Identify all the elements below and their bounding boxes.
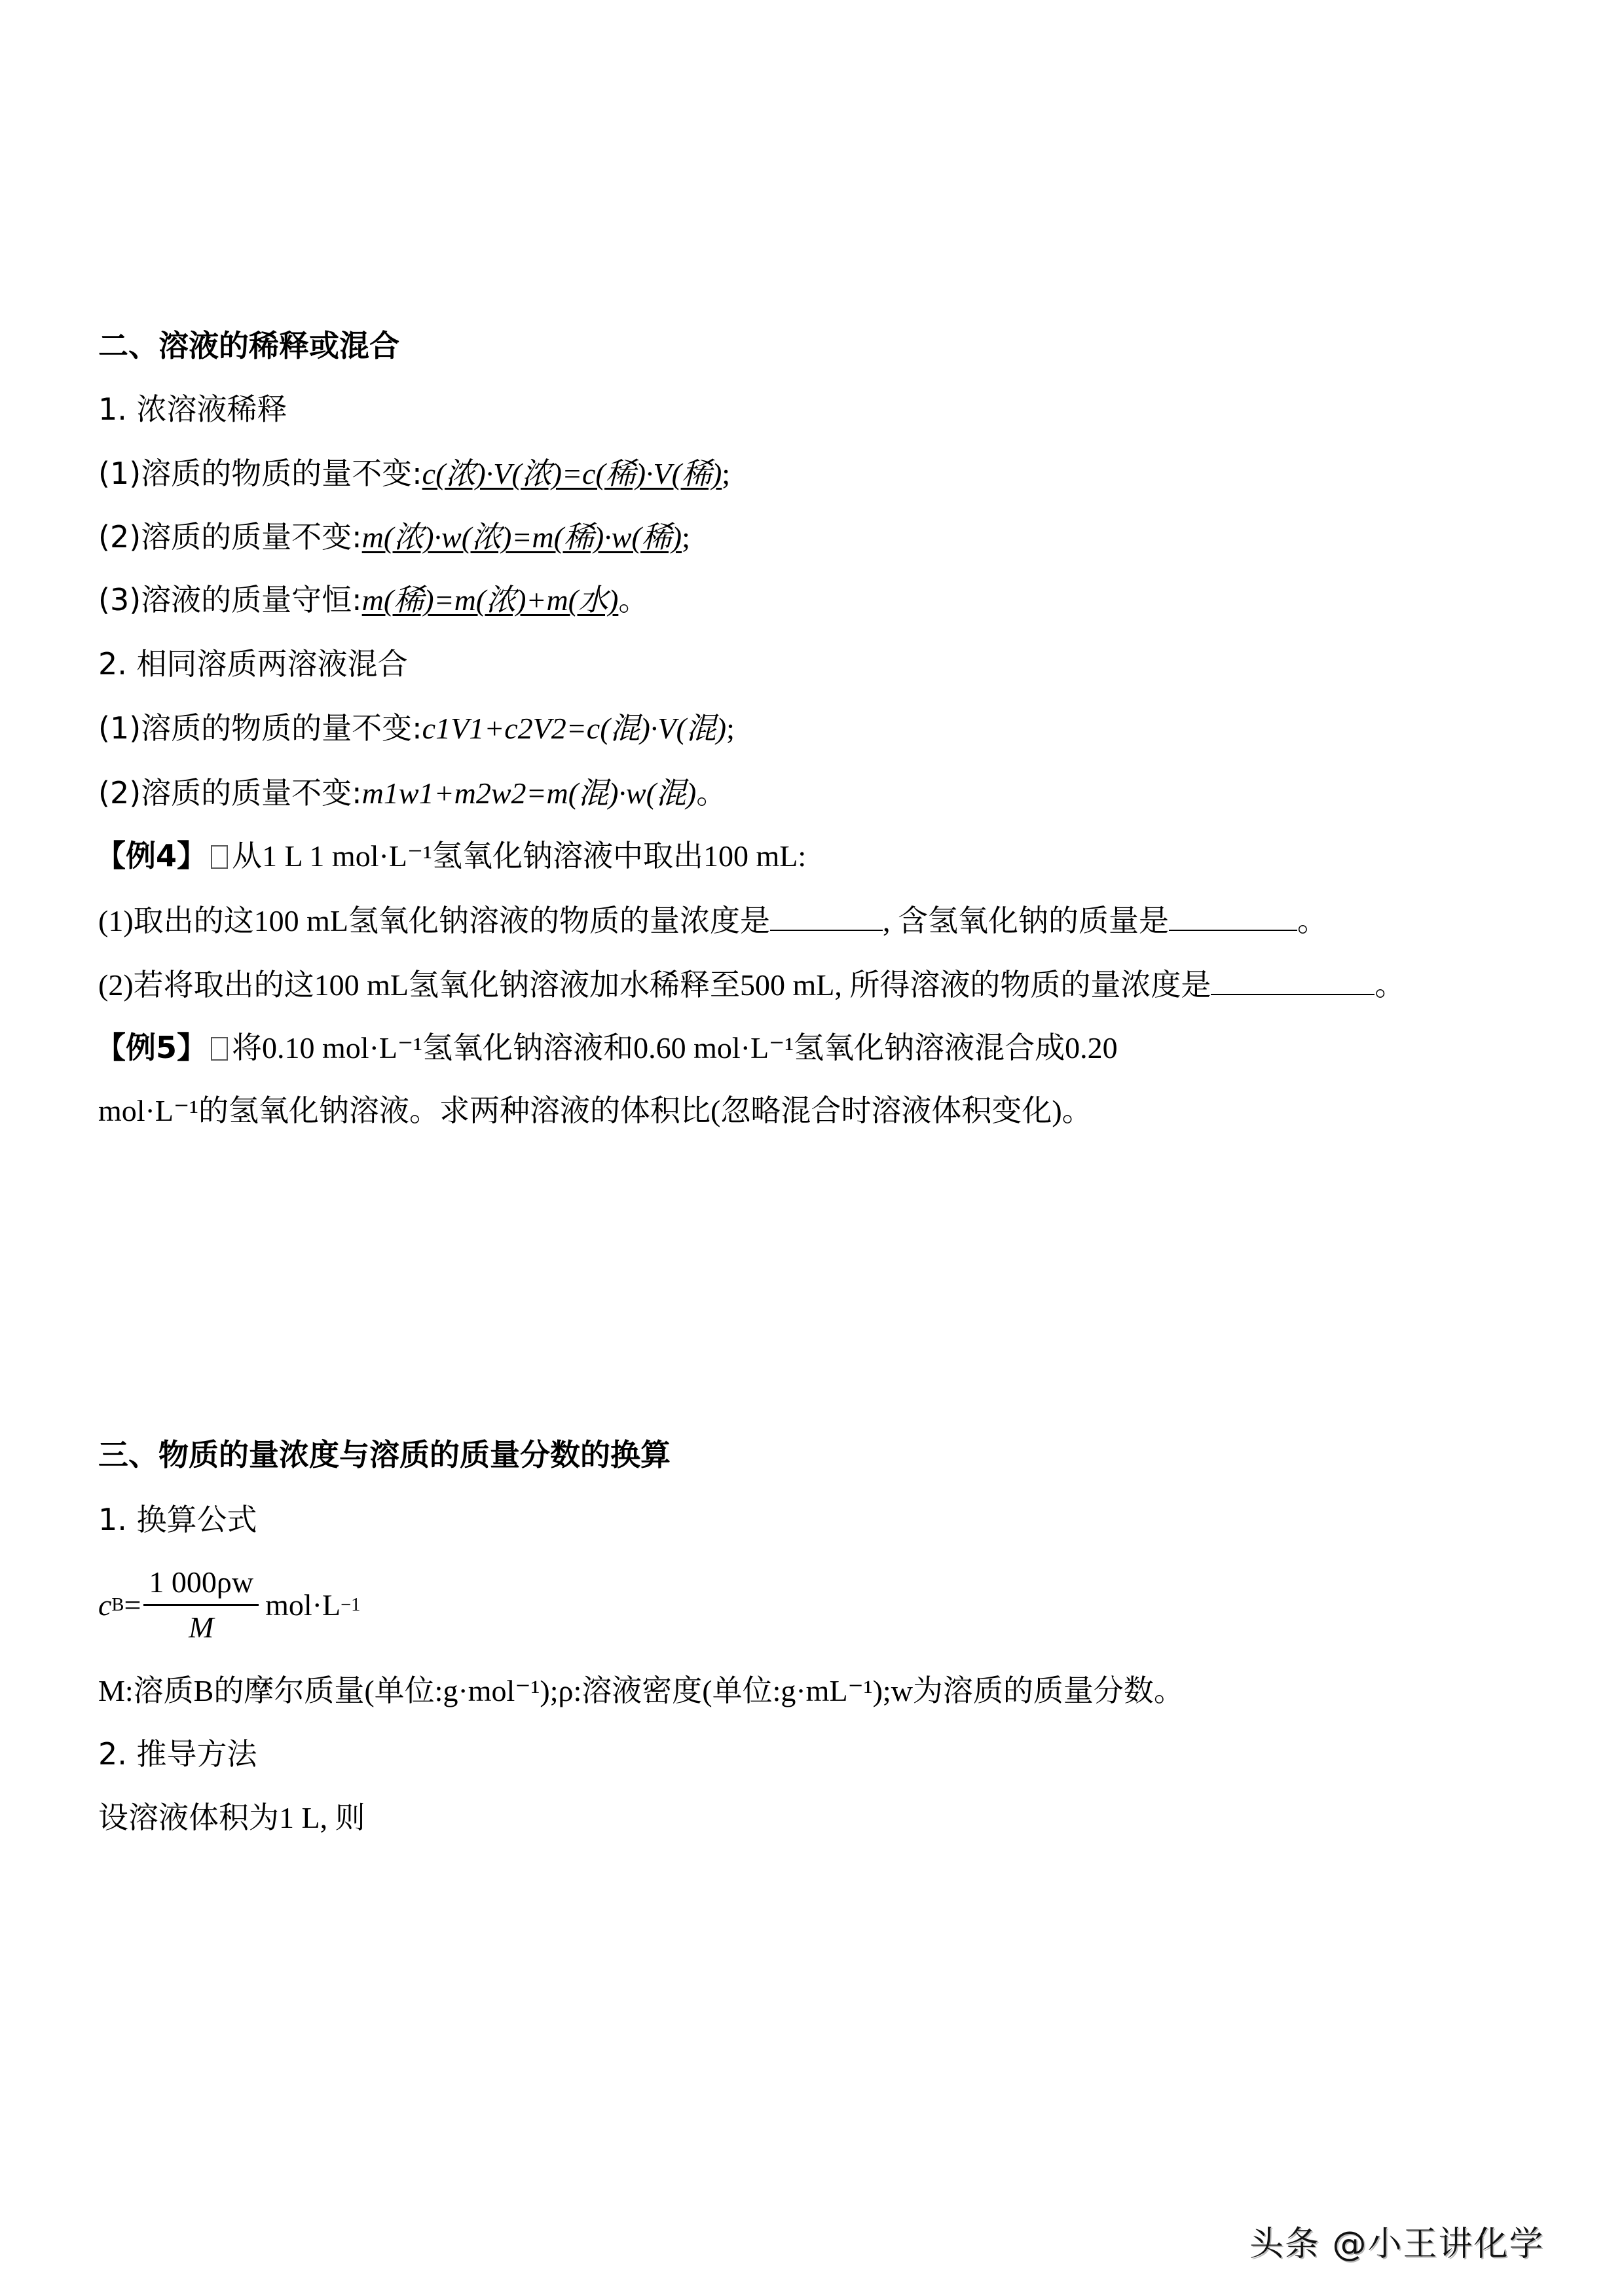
subheading-derivation-method: 2. 推导方法 [98,1736,257,1772]
placeholder-box-icon [211,1037,228,1061]
derivation-text: 设溶液体积为1 L, 则 [98,1801,365,1834]
rule-label: (2)溶质的质量不变: [98,775,362,811]
question-end: 。 [1375,968,1405,1002]
question-end: 。 [1297,904,1328,938]
formula-numerator: 1 000ρw [149,1565,254,1599]
question-text: , 含氢氧化钠的质量是 [883,904,1170,938]
rule-end: 。 [618,583,649,617]
rule-formula: c1V1+c2V2=c(混)·V(混) [422,712,727,745]
rule-label: (2)溶质的质量不变: [98,519,362,555]
answer-blank[interactable] [770,901,883,931]
watermark: 头条 @小王讲化学 [1249,2225,1545,2264]
question-text: (2)若将取出的这100 mL氢氧化钠溶液加水稀释至500 mL, 所得溶液的物质的量浓度是 [98,968,1211,1002]
rule-label: (3)溶液的质量守恒: [98,582,362,617]
rule-mixing-moles [98,708,735,748]
rule-formula: m(稀)=m(浓)+m(水) [361,583,619,617]
section-heading-dilution: 二、溶液的稀释或混合 [98,328,399,363]
rule-solution-mass-conservation [98,580,648,620]
formula-equals: = [124,1588,141,1622]
question-text: (1)取出的这100 mL氢氧化钠溶液的物质的量浓度是 [98,904,771,938]
rule-end: ; [682,520,690,554]
rule-mixing-mass [98,773,726,813]
rule-label: (1)溶质的物质的量不变: [98,710,422,746]
formula-unit-exponent: −1 [341,1594,361,1615]
rule-end: ; [722,457,731,490]
rule-formula: c(浓)·V(浓)=c(稀)·V(稀) [422,457,722,490]
formula-fraction [143,1565,259,1645]
rule-end: ; [726,712,735,745]
example-4-stem [96,836,806,876]
conversion-formula [98,1565,360,1645]
example-tag: 【例4】 [96,838,208,873]
rule-mass-constant [98,517,690,557]
formula-unit: mol·L [265,1588,341,1622]
formula-lhs-subscript: B [111,1594,124,1615]
rule-end: 。 [696,776,727,810]
example-tag: 【例5】 [96,1030,208,1065]
rule-moles-constant [98,454,730,494]
rule-label: (1)溶质的物质的量不变: [98,456,422,491]
subheading-concentrated-dilution: 1. 浓溶液稀释 [98,392,287,427]
example-text: 将0.10 mol·L⁻¹氢氧化钠溶液和0.60 mol·L⁻¹氢氧化钠溶液混合成0.20 [232,1031,1118,1065]
formula-lhs: c [98,1588,112,1622]
subheading-conversion-formula: 1. 换算公式 [98,1502,257,1537]
example-stem-text: 从1 L 1 mol·L⁻¹氢氧化钠溶液中取出100 mL: [232,839,807,873]
example-5-line-2: mol·L⁻¹的氢氧化钠溶液。求两种溶液的体积比(忽略混合时溶液体积变化)。 [98,1094,1092,1127]
formula-denominator: M [189,1611,214,1644]
example-5-line-1 [96,1028,1118,1068]
rule-formula: m1w1+m2w2=m(混)·w(混) [361,776,697,810]
formula-legend: M:溶质B的摩尔质量(单位:g·mol⁻¹);ρ:溶液密度(单位:g·mL⁻¹);w为溶质的质量分数。 [98,1674,1184,1707]
answer-blank[interactable] [1211,965,1375,995]
placeholder-box-icon [211,845,228,869]
subheading-mixing: 2. 相同溶质两溶液混合 [98,646,408,682]
rule-formula: m(浓)·w(浓)=m(稀)·w(稀) [361,520,682,554]
example-4-question-1 [98,901,1327,941]
section-heading-conversion: 三、物质的量浓度与溶质的质量分数的换算 [98,1437,671,1472]
example-4-question-2 [98,965,1405,1005]
answer-blank[interactable] [1169,901,1297,931]
